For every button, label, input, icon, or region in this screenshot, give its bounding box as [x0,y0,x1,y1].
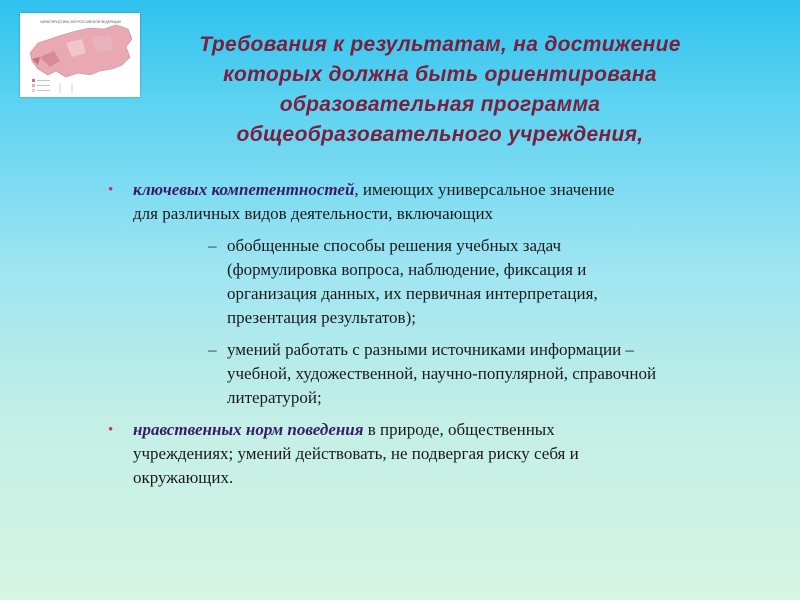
bullet-dot-icon: • [108,422,114,438]
title-line-1: Требования к результатам, на достижение [199,33,681,56]
bullet-1-line-1 [133,178,728,202]
sub-1-line-2: (формулировка вопроса, наблюдение, фиксация и [227,260,587,279]
sub-2-line-2: учебной, художественной, научно-популярной, справочной [227,364,657,383]
bullet-dot-icon: • [108,182,114,198]
bullet-2-line-2: учреждениях; умений действовать, не подвергая риску себя и [133,444,579,463]
map-thumbnail [20,13,140,97]
slide-content [108,178,728,498]
bullet-1-line-2: для различных видов деятельности, включающих [133,204,494,223]
bullet-key-competencies [108,178,728,226]
sub-bullet-generalized-methods [208,234,728,330]
bullet-2-line-3: окружающих. [133,468,234,487]
sub-bullet-information-sources [208,338,728,410]
title-line-4: общеобразовательного учреждения, [236,123,644,146]
sub-2-line-1: умений работать с разными источниками информации – [227,340,634,359]
bullet-1-text: , имеющих универсальное значение [354,180,615,199]
sub-2-line-3: литературой; [227,388,322,407]
bullet-2-keyword: нравственных норм поведения [133,420,364,439]
title-line-2: которых должна быть ориентирована [223,63,657,86]
slide-title [150,30,730,150]
russia-map-icon [20,13,140,97]
bullet-2-text: в природе, общественных [363,420,555,439]
bullet-moral-norms [108,418,728,490]
sub-1-line-1: обобщенные способы решения учебных задач [227,236,562,255]
thumbnail-caption: ХАРАКТЕРИСТИКА ЗОН РОССИЙСКОЙ ФЕДЕРАЦИИ [40,20,121,24]
sub-1-line-4: презентация результатов); [227,308,416,327]
dash-icon: – [208,340,217,359]
sub-1-line-3: организация данных, их первичная интерпретация, [227,284,598,303]
title-line-3: образовательная программа [279,93,601,116]
bullet-2-line-1 [133,418,728,442]
bullet-1-keyword: ключевых компетентностей [133,180,355,199]
dash-icon: – [208,236,217,255]
